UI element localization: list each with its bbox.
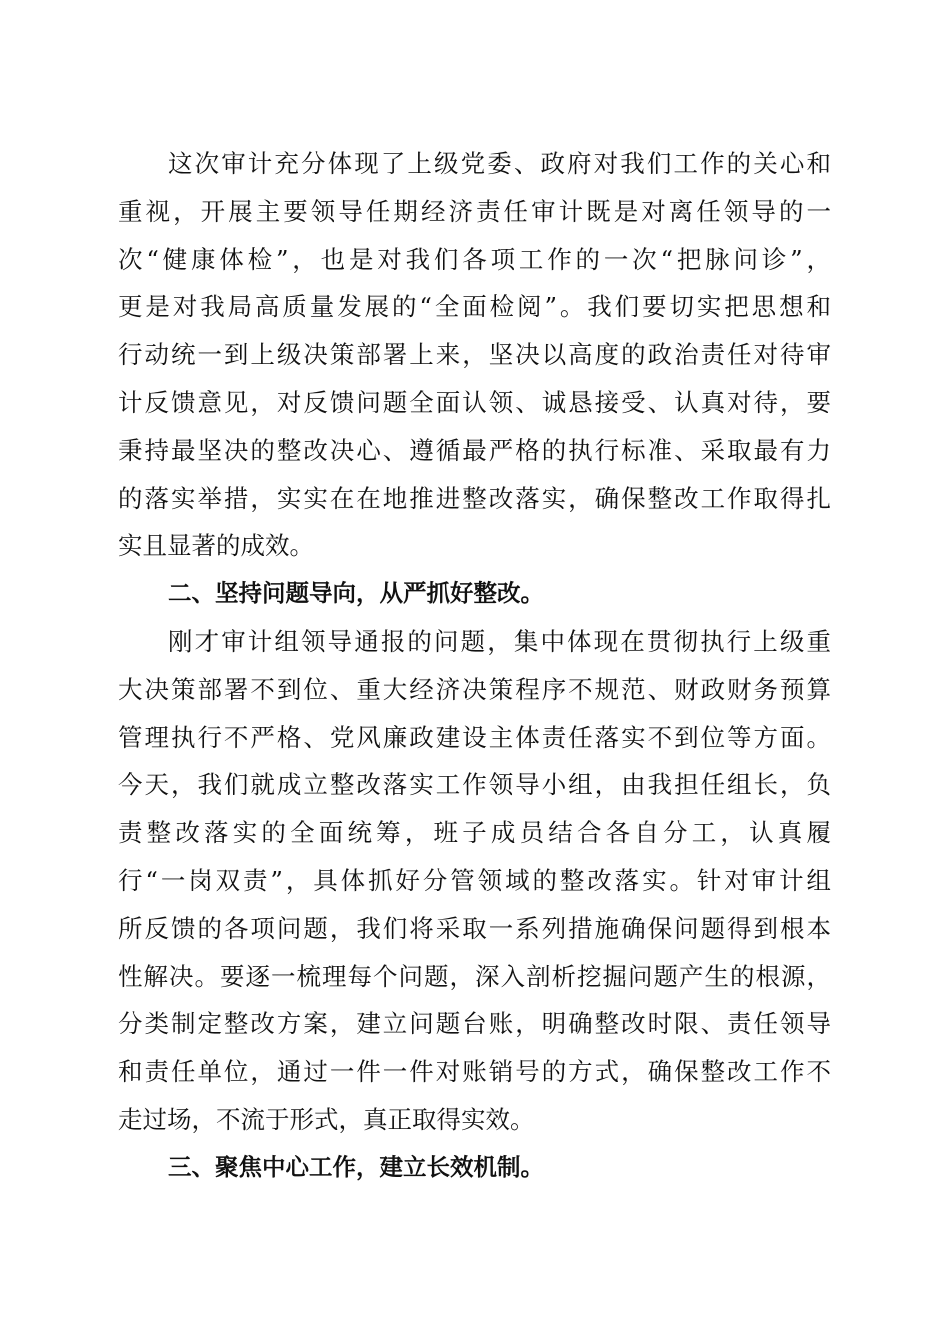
text-line: 分类制定整改方案，建立问题台账，明确整改时限、责任领导 <box>118 1009 831 1039</box>
text-line: 这次审计充分体现了上级党委、政府对我们工作的关心和 <box>168 149 831 178</box>
section-heading-3: 三、聚焦中心工作，建立长效机制。 <box>168 1152 544 1181</box>
text-line: 今天，我们就成立整改落实工作领导小组，由我担任组长，负 <box>118 770 831 800</box>
text-line: 刚才审计组领导通报的问题，集中体现在贯彻执行上级重 <box>168 626 831 656</box>
text-line: 所反馈的各项问题，我们将采取一系列措施确保问题得到根本 <box>118 913 831 943</box>
text-line: 大决策部署不到位、重大经济决策程序不规范、财政财务预算 <box>118 674 831 704</box>
text-line: 行“一岗双责”，具体抓好分管领域的整改落实。针对审计组 <box>118 865 831 895</box>
text-line: 责整改落实的全面统筹，班子成员结合各自分工，认真履 <box>118 818 831 848</box>
text-line: 次“健康体检”，也是对我们各项工作的一次“把脉问诊”， <box>118 244 831 274</box>
paragraph-1 <box>118 140 831 570</box>
text-line: 走过场，不流于形式，真正取得实效。 <box>118 1104 535 1134</box>
document-body <box>118 140 831 1192</box>
text-line: 更是对我局高质量发展的“全面检阅”。我们要切实把思想和 <box>118 292 831 322</box>
text-line: 和责任单位，通过一件一件对账销号的方式，确保整改工作不 <box>118 1057 831 1087</box>
text-line: 的落实举措，实实在在地推进整改落实，确保整改工作取得扎 <box>118 483 831 513</box>
text-line: 实且显著的成效。 <box>118 531 314 561</box>
text-line: 秉持最坚决的整改决心、遵循最严格的执行标准、采取最有力 <box>118 435 831 465</box>
section-heading-2: 二、坚持问题导向，从严抓好整改。 <box>168 579 544 608</box>
text-line: 性解决。要逐一梳理每个问题，深入剖析挖掘问题产生的根源， <box>118 961 831 991</box>
text-line: 管理执行不严格、党风廉政建设主体责任落实不到位等方面。 <box>118 722 831 752</box>
text-line: 重视，开展主要领导任期经济责任审计既是对离任领导的一 <box>118 196 831 226</box>
text-line: 计反馈意见，对反馈问题全面认领、诚恳接受、认真对待，要 <box>118 387 831 417</box>
text-line: 行动统一到上级决策部署上来，坚决以高度的政治责任对待审 <box>118 340 831 370</box>
paragraph-2 <box>118 618 831 1144</box>
